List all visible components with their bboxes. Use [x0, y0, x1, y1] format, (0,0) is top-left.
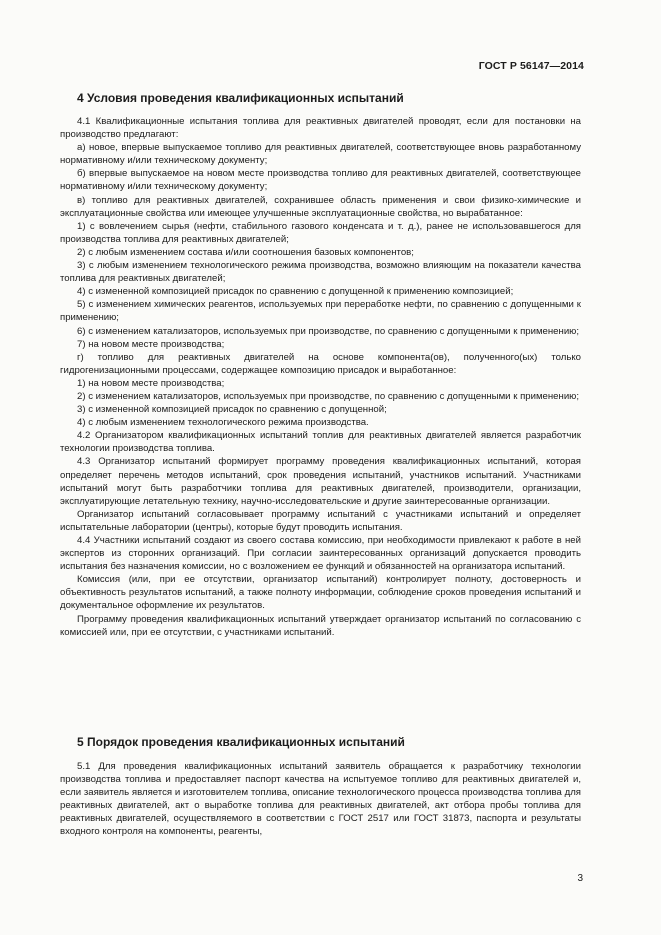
section-5-heading: 5 Порядок проведения квалификационных испытаний: [77, 735, 405, 749]
page-number: 3: [577, 873, 583, 884]
paragraph: а) новое, впервые выпускаемое топливо для реактивных двигателей, соответствующее вновь разработанному нормативному и/или техническому документу;: [60, 142, 581, 167]
paragraph: 4.4 Участники испытаний создают из своего состава комиссию, при необходимости привлекают к работе в ней экспертов из сторонних организаций. При согласии заинтересованных организаций допускается проводить испытания без назначения комиссии, но с возложением ее функций и обязанностей на организатора испытаний.: [60, 535, 581, 573]
paragraph: в) топливо для реактивных двигателей, сохранившее область применения и свои физико-химические и эксплуатационные свойства или имеющее улучшенные эксплуатационные свойства, но вырабатанное:: [60, 194, 581, 219]
paragraph: г) топливо для реактивных двигателей на основе компонента(ов), полученного(ых) только гидрогенизационными процессами, содержащее композицию присадок и выработанное:: [60, 351, 581, 376]
paragraph: б) впервые выпускаемое на новом месте производства топливо для реактивных двигателей, соответствующее нормативному и/или техническому документу;: [60, 168, 581, 193]
paragraph: 4.2 Организатором квалификационных испытаний топлив для реактивных двигателей является разработчик технологии производства топлива.: [60, 430, 581, 455]
paragraph: 2) с изменением катализаторов, используемых при производстве, по сравнению с допущенными к применению;: [77, 390, 580, 402]
section-4-body: [60, 115, 581, 639]
paragraph: 4.3 Организатор испытаний формирует программу проведения квалификационных испытаний, которая определяет перечень методов испытаний, срок проведения испытаний, участников испытаний. Участниками испытаний могут быть разработчики топлива для реактивных двигателей, производители, организации, эксплуатирующие летательную технику, научно-исследовательские и другие заинтересованные организации.: [60, 456, 581, 507]
paragraph: 3) с любым изменением технологического режима производства, возможно влияющим на показатели качества топлива для реактивных двигателей;: [60, 260, 581, 285]
paragraph: 4.1 Квалификационные испытания топлива для реактивных двигателей проводят, если для постановки на производство предлагают:: [60, 116, 581, 141]
paragraph: 5.1 Для проведения квалификационных испытаний заявитель обращается к разработчику технологии производства топлива и предоставляет паспорт качества на испытуемое топливо для реактивных двигателей и, если заявитель является и изготовителем топлива, описание технологического процесса производства топлива для реактивных двигателей, акт о выработке топлива для реактивных двигателей, акт отбора пробы топлива для реактивных двигателей, осуществляемого в соответствии с ГОСТ 2517 или ГОСТ 31873, паспорта и результаты входного контроля на компоненты, реагенты,: [60, 761, 581, 838]
section-4-heading: 4 Условия проведения квалификационных испытаний: [77, 91, 404, 105]
paragraph: Комиссия (или, при ее отсутствии, организатор испытаний) контролирует полноту, достоверность и объективность результатов испытаний, а также полноту информации, соблюдение сроков проведения испытаний и документальное оформление их результатов.: [60, 574, 581, 612]
paragraph: 6) с изменением катализаторов, используемых при производстве, по сравнению с допущенными к применению;: [77, 325, 580, 337]
paragraph: 4) с любым изменением технологического режима производства.: [77, 417, 369, 429]
paragraph: 1) на новом месте производства;: [77, 377, 225, 389]
paragraph: 2) с любым изменением состава и/или соотношения базовых компонентов;: [77, 246, 414, 258]
section-5-body: [60, 760, 581, 839]
document-code: ГОСТ Р 56147—2014: [478, 60, 584, 72]
paragraph: 7) на новом месте производства;: [77, 338, 225, 350]
paragraph: 1) с вовлечением сырья (нефти, стабильного газового конденсата и т. д.), ранее не использовавшегося для производства топлива для реактивных двигателей;: [60, 220, 581, 245]
paragraph: 4) с измененной композицией присадок по сравнению с допущенной к применению композицией;: [77, 286, 514, 298]
paragraph: 5) с изменением химических реагентов, используемых при переработке нефти, по сравнению с допущенными к применению;: [60, 299, 581, 324]
paragraph: 3) с измененной композицией присадок по сравнению с допущенной;: [77, 404, 387, 416]
paragraph: Организатор испытаний согласовывает программу испытаний с участниками испытаний и определяет испытательные лаборатории (центры), которые будут проводить испытания.: [60, 508, 581, 533]
paragraph: Программу проведения квалификационных испытаний утверждает организатор испытаний по согласованию с комиссией или, при ее отсутствии, с участниками испытаний.: [60, 613, 581, 638]
